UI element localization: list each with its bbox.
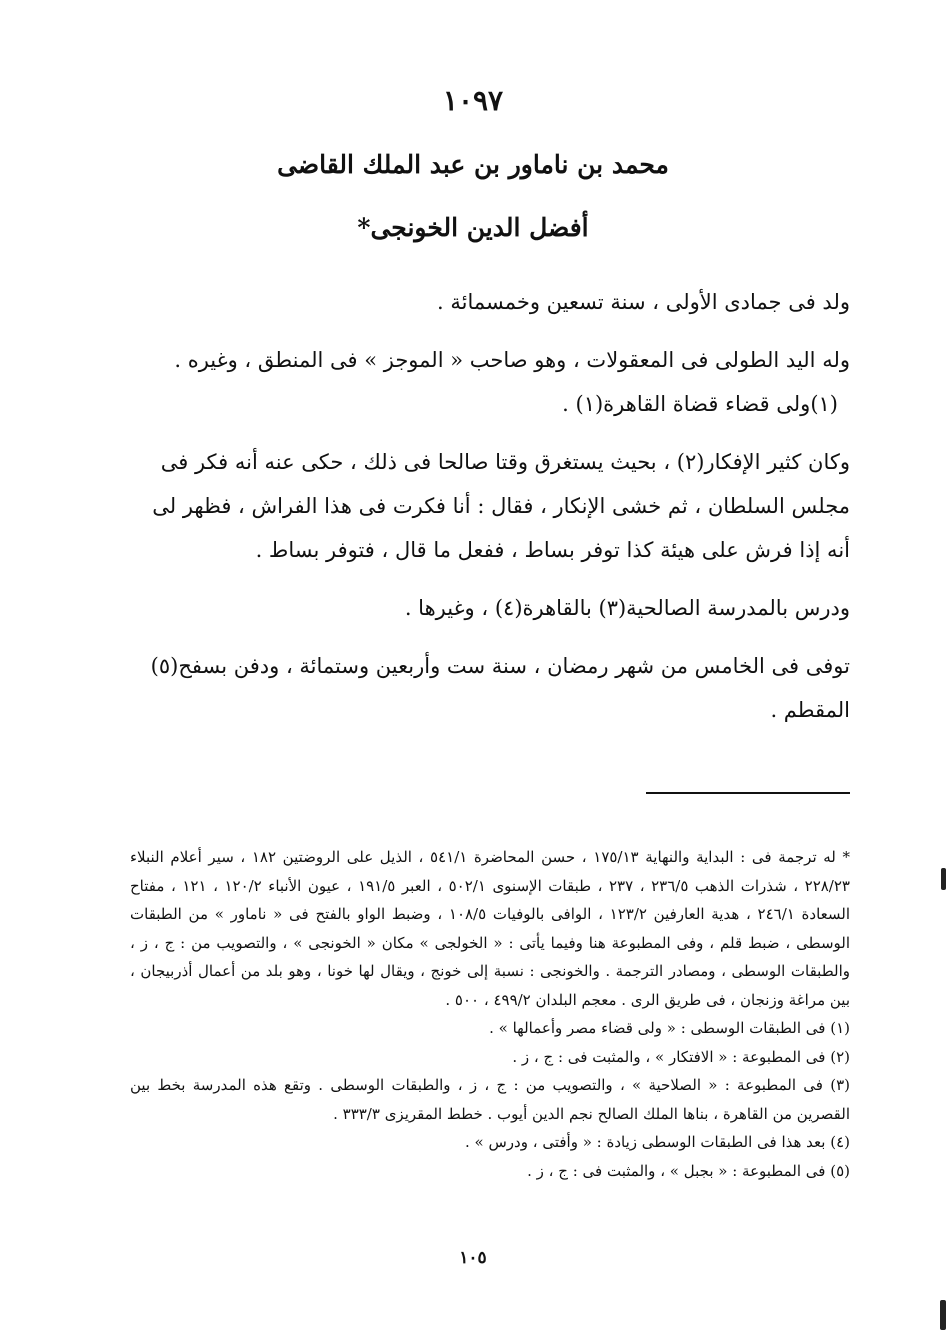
paragraph-birth: ولد فى جمادى الأولى ، سنة تسعين وخمسمائة . bbox=[437, 290, 850, 314]
subject-name: محمد بن ناماور بن عبد الملك القاضى bbox=[277, 150, 669, 179]
entry-number: ١٠٩٧ bbox=[442, 84, 504, 117]
footnote-1: (١) فى الطبقات الوسطى : « ولى قضاء مصر وأعمالها » . bbox=[489, 1019, 850, 1037]
footnote-3: (٣) فى المطبوعة : « الصلاحية » ، والتصويب من : ج ، ز ، والطبقات الوسطى . وتقع هذه المدرسة بخط بين القصرين من القاهرة ، بناها الملك الصالح نجم الدين أيوب . خطط المقريزى ٣٣٣/٣ . bbox=[130, 1076, 850, 1123]
footnote-sources: * له ترجمة فى : البداية والنهاية ١٧٥/١٣ ، حسن المحاضرة ٥٤١/١ ، الذيل على الروضتين ١٨٢ ، سير أعلام النبلاء ٢٢٨/٢٣ ، شذرات الذهب ٢٣٦/٥ ، ٢٣٧ ، طبقات الإسنوى ٥٠٢/١ ، العبر ١٩١/٥ ، عيون الأنباء ١٢٠/٢ ، ١٢١ ، مفتاح السعادة ٢٤٦/١ ، هدية العارفين ١٢٣/٢ ، الوافى بالوفيات ١٠٨/٥ ، وضبط الواو بالفتح فى « ناماور » من الطبقات الوسطى ، ضبط قلم ، وفى المطبوعة هنا وفيما يأتى : « الخولجى » مكان « الخونجى » ، والتصويب من : ج ، ز ، والطبقات الوسطى ، ومصادر الترجمة . والخونجى : نسبة إلى خونج ، ويقال لها خونا ، وهو بلد من أعمال أذربيجان ، بين مراغة وزنجان ، فى طريق الرى . معجم البلدان ٤٩٩/٢ ، ٥٠٠ . bbox=[130, 848, 850, 1009]
footnote-2: (٢) فى المطبوعة : « الافتكار » ، والمثبت فى : ج ، ز . bbox=[512, 1047, 850, 1066]
footnote-separator bbox=[646, 792, 850, 794]
paragraph-teaching: ودرس بالمدرسة الصالحية(٣) بالقاهرة(٤) ، وغيرها . bbox=[404, 596, 850, 620]
page-number: ١٠٥ bbox=[459, 1248, 487, 1268]
subject-epithet: أفضل الدين الخونجى* bbox=[357, 213, 589, 242]
paragraph-death: توفى فى الخامس من شهر رمضان ، سنة ست وأربعين وستمائة ، ودفن بسفح(٥) المقطم . bbox=[150, 654, 850, 722]
paragraph-scholarship: وله اليد الطولى فى المعقولات ، وهو صاحب « الموجز » فى المنطق ، وغيره . bbox=[174, 348, 850, 372]
biography-text bbox=[130, 280, 850, 746]
scan-edge-mark bbox=[940, 1300, 946, 1330]
paragraph-anecdote: وكان كثير الإفكار(٢) ، بحيث يستغرق وقتا صالحا فى ذلك ، حكى عنه أنه فكر فى مجلس السلطان ، ثم خشى الإنكار ، فقال : أنا فكرت فى هذا الفراش ، فظهر لى أنه إذا فرش على هيئة كذا توفر بساط ، ففعل ما قال ، فتوفر بساط . bbox=[152, 450, 850, 562]
footnote-4: (٤) بعد هذا فى الطبقات الوسطى زيادة : « وأفتى ، ودرس » . bbox=[464, 1133, 850, 1151]
footnotes bbox=[130, 843, 850, 1185]
paragraph-judgeship: (١)ولى قضاء قضاة القاهرة(١) . bbox=[562, 392, 838, 416]
scan-edge-mark bbox=[941, 868, 946, 890]
footnote-5: (٥) فى المطبوعة : « بجبل » ، والمثبت فى : ج ، ز . bbox=[527, 1161, 850, 1180]
